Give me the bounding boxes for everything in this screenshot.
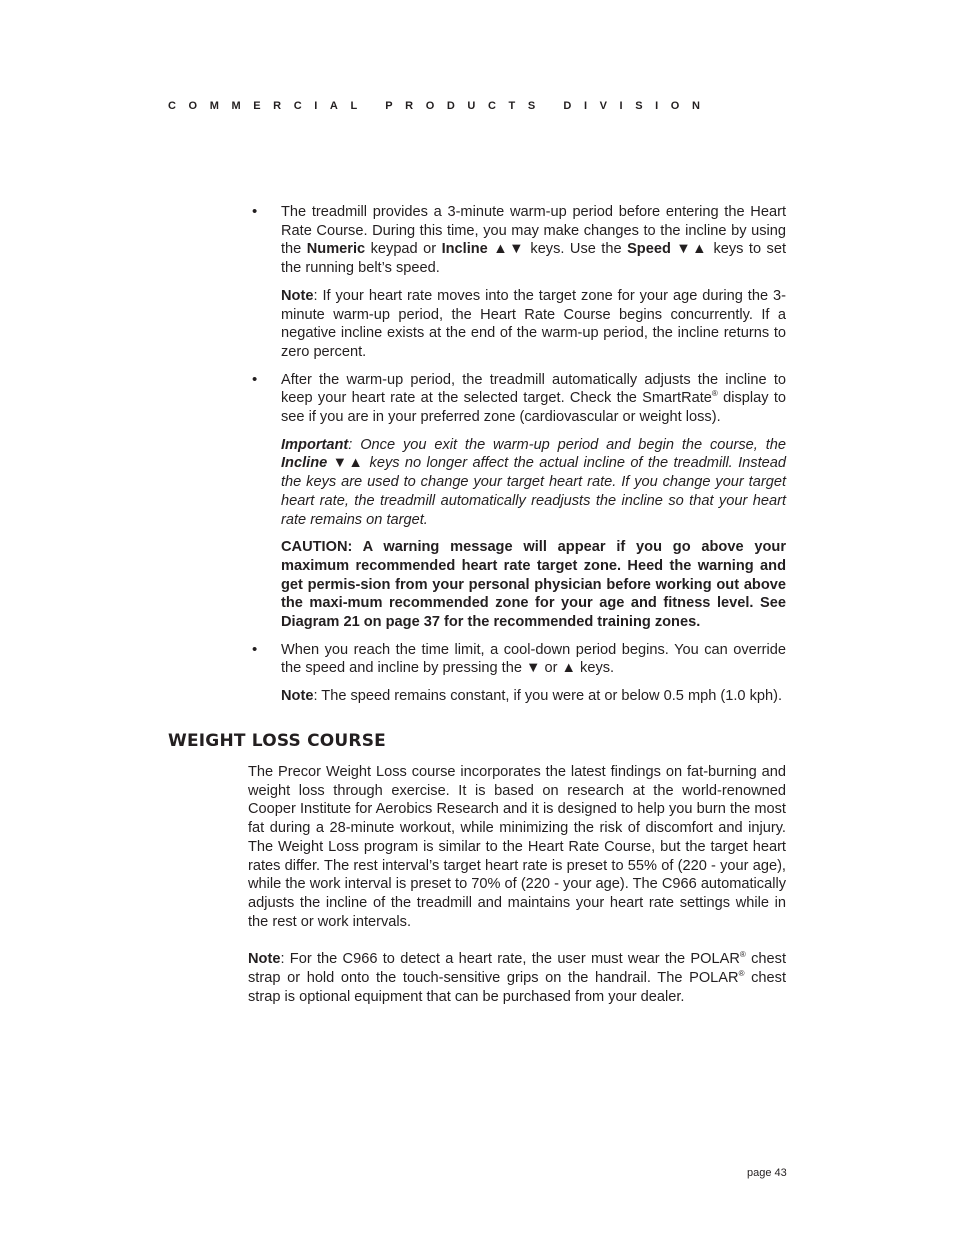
text-span: chest strap is optional equipment that can be purchased from your dealer.: [248, 970, 787, 1005]
caution-paragraph: CAUTION: A warning message will appear if you go above your maximum recommended heart rate target zone. Heed the warning and get permis-sion from your personal physician before working out above the maxi-mum recommended zone for your age and fitness level. See Diagram 21 on page 37 for the recommended training zones.: [281, 539, 786, 631]
division-header: COMMERCIAL PRODUCTS DIVISION: [168, 100, 713, 112]
note-label: Note: [281, 287, 314, 304]
registered-mark: ®: [739, 950, 746, 960]
after-warmup-paragraph: [281, 371, 786, 427]
bold-incline-keys: Incline ▲▼: [441, 241, 525, 258]
bullet-item-warmup: [252, 203, 786, 362]
page-number: page 43: [747, 1167, 787, 1179]
note-text: : If your heart rate moves into the target zone for your age during the 3-minute warm-up period, the Heart Rate Course begins concurrently. If a negative incline exists at the end of the warm-up period, the incline returns to zero percent.: [281, 287, 786, 360]
text-span: : For the C966 to detect a heart rate, the user must wear the POLAR: [280, 951, 740, 968]
text-span: keys to set the running belt’s speed.: [281, 241, 787, 277]
text-span: chest strap or hold onto the touch-sensitive grips on the handrail. The POLAR: [248, 951, 787, 987]
text-span: display to see if you are in your preferred zone (cardiovascular or weight loss).: [281, 390, 786, 426]
cooldown-note: [281, 687, 786, 706]
text-span: After the warm-up period, the treadmill automatically adjusts the incline to keep your heart rate at the selected target. Check the SmartRate: [281, 371, 786, 407]
note-label: Note: [281, 688, 314, 705]
text-span: keys. Use the: [524, 241, 628, 258]
bullet-list: [252, 203, 786, 715]
text-span: keypad or: [365, 241, 442, 258]
bullet-mark: •: [252, 203, 258, 220]
registered-mark: ®: [738, 969, 745, 979]
important-label: Important: [281, 436, 349, 453]
text-span: keys no longer affect the actual incline of the treadmill. Instead the keys are used to change your target heart rate. If you change your target heart rate, the treadmill automatically readjusts the incline so that your heart rate remains on target.: [281, 455, 786, 528]
bold-incline-keys: Incline ▼▲: [281, 455, 365, 472]
section-heading: WEIGHT LOSS COURSE: [168, 731, 386, 751]
weight-loss-paragraph: The Precor Weight Loss course incorporates the latest findings on fat-burning and weight loss through exercise. It is based on research at the world-renowned Cooper Institute for Aerobics Research and it is designed to help you burn the most fat during a 28-minute workout, while minimizing the risk of discomfort and injury. The Weight Loss program is similar to the Heart Rate Course, but the target heart rates differ. The rest interval’s target heart rate is preset to 55% of (220 - your age), while the work interval is preset to 70% of (220 - your age). The C966 automatically adjusts the incline of the treadmill and maintains your heart rate settings while in the rest or work intervals.: [248, 764, 786, 930]
bold-numeric: Numeric: [306, 241, 366, 258]
bullet-item-after-warmup: [252, 371, 786, 632]
warmup-note: [281, 287, 786, 362]
text-span: The treadmill provides a 3-minute warm-up period before entering the Heart Rate Course. During this time, you may make changes to the incline by using the: [281, 204, 786, 258]
bullet-item-cooldown: [252, 641, 786, 706]
weight-loss-body: [248, 763, 786, 1025]
note-label: Note: [248, 951, 281, 968]
weight-loss-note: [248, 950, 786, 1006]
bullet-mark: •: [252, 370, 258, 388]
important-paragraph: [281, 436, 786, 530]
cooldown-paragraph: [281, 641, 786, 678]
note-text: : The speed remains constant, if you were at or below 0.5 mph (1.0 kph).: [313, 688, 783, 705]
bullet-mark: •: [252, 640, 258, 658]
bold-speed-keys: Speed ▼▲: [627, 241, 708, 258]
warmup-paragraph: [281, 203, 786, 278]
text-span: When you reach the time limit, a cool-down period begins. You can override the speed and incline by pressing the ▼ or ▲ keys.: [281, 641, 786, 677]
registered-mark: ®: [711, 389, 718, 399]
text-span: : Once you exit the warm-up period and begin the course, the: [348, 436, 786, 453]
